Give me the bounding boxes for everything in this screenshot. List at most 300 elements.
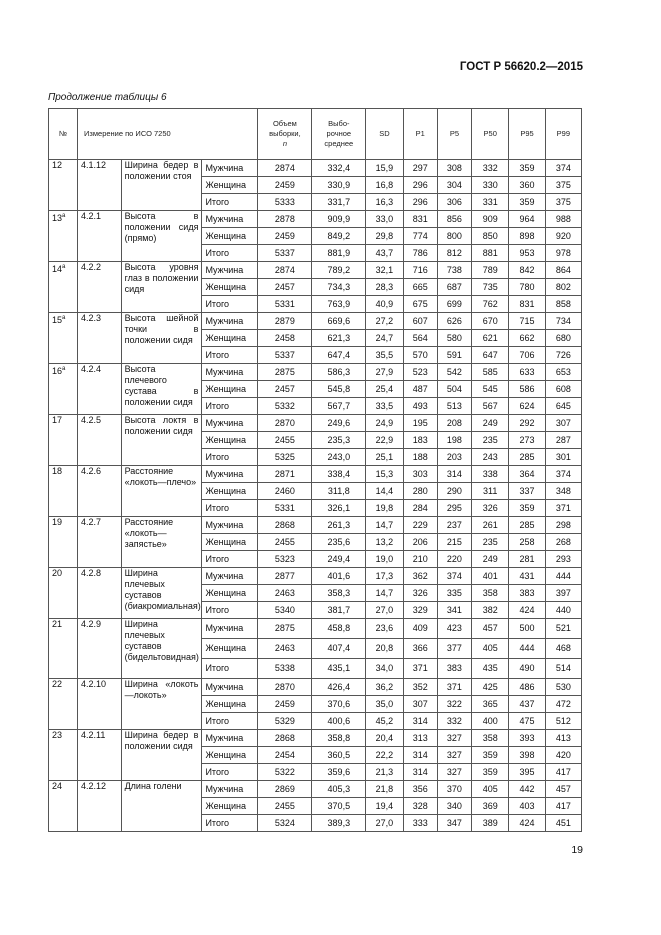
value-cell: 802 xyxy=(545,279,581,296)
value-cell: 953 xyxy=(509,245,545,262)
row-number: 16$^a$ xyxy=(49,364,78,415)
value-cell: 5337 xyxy=(258,245,312,262)
group-label: Женщина xyxy=(202,279,258,296)
group-label: Женщина xyxy=(202,798,258,815)
value-cell: 220 xyxy=(437,551,471,568)
value-cell: 662 xyxy=(509,330,545,347)
value-cell: 734,3 xyxy=(312,279,366,296)
value-cell: 964 xyxy=(509,211,545,228)
value-cell: 2455 xyxy=(258,432,312,449)
value-cell: 849,2 xyxy=(312,228,366,245)
value-cell: 359 xyxy=(509,194,545,211)
value-cell: 2870 xyxy=(258,415,312,432)
value-cell: 2454 xyxy=(258,747,312,764)
value-cell: 243,0 xyxy=(312,449,366,466)
col-p5: P5 xyxy=(437,109,471,160)
group-label: Мужчина xyxy=(202,160,258,177)
value-cell: 371 xyxy=(403,659,437,679)
table-row xyxy=(49,415,582,432)
value-cell: 706 xyxy=(509,347,545,364)
measurement-name: Ширина плечевых суставов (биакромиальная) xyxy=(121,568,202,619)
value-cell: 327 xyxy=(437,747,471,764)
col-p99: P99 xyxy=(545,109,581,160)
header-row xyxy=(49,109,582,160)
value-cell: 20,8 xyxy=(366,639,403,659)
value-cell: 332,4 xyxy=(312,160,366,177)
value-cell: 2869 xyxy=(258,781,312,798)
value-cell: 337 xyxy=(509,483,545,500)
group-label: Женщина xyxy=(202,747,258,764)
value-cell: 359 xyxy=(509,500,545,517)
group-label: Итого xyxy=(202,245,258,262)
iso-code: 4.2.4 xyxy=(78,364,122,415)
value-cell: 440 xyxy=(545,602,581,619)
value-cell: 33,5 xyxy=(366,398,403,415)
value-cell: 762 xyxy=(472,296,509,313)
group-label: Итого xyxy=(202,194,258,211)
value-cell: 327 xyxy=(437,764,471,781)
table-row xyxy=(49,313,582,330)
value-cell: 296 xyxy=(403,177,437,194)
value-cell: 2455 xyxy=(258,798,312,815)
value-cell: 398 xyxy=(509,747,545,764)
value-cell: 2459 xyxy=(258,177,312,194)
value-cell: 645 xyxy=(545,398,581,415)
value-cell: 424 xyxy=(509,602,545,619)
value-cell: 5322 xyxy=(258,764,312,781)
table-row xyxy=(49,679,582,696)
value-cell: 14,7 xyxy=(366,585,403,602)
col-p95: P95 xyxy=(509,109,545,160)
value-cell: 331 xyxy=(472,194,509,211)
value-cell: 326 xyxy=(403,585,437,602)
value-cell: 358,8 xyxy=(312,730,366,747)
value-cell: 607 xyxy=(403,313,437,330)
value-cell: 17,3 xyxy=(366,568,403,585)
value-cell: 413 xyxy=(545,730,581,747)
value-cell: 340 xyxy=(437,798,471,815)
value-cell: 621,3 xyxy=(312,330,366,347)
table-row xyxy=(49,466,582,483)
value-cell: 183 xyxy=(403,432,437,449)
value-cell: 909 xyxy=(472,211,509,228)
value-cell: 530 xyxy=(545,679,581,696)
group-label: Мужчина xyxy=(202,781,258,798)
table-row xyxy=(49,517,582,534)
value-cell: 314 xyxy=(403,713,437,730)
value-cell: 800 xyxy=(437,228,471,245)
value-cell: 898 xyxy=(509,228,545,245)
iso-code: 4.2.2 xyxy=(78,262,122,313)
value-cell: 5325 xyxy=(258,449,312,466)
value-cell: 831 xyxy=(403,211,437,228)
value-cell: 881,9 xyxy=(312,245,366,262)
value-cell: 2879 xyxy=(258,313,312,330)
value-cell: 545,8 xyxy=(312,381,366,398)
group-label: Итого xyxy=(202,347,258,364)
value-cell: 513 xyxy=(437,398,471,415)
value-cell: 235 xyxy=(472,534,509,551)
value-cell: 5331 xyxy=(258,500,312,517)
value-cell: 812 xyxy=(437,245,471,262)
value-cell: 358,3 xyxy=(312,585,366,602)
value-cell: 374 xyxy=(545,160,581,177)
value-cell: 726 xyxy=(545,347,581,364)
value-cell: 16,3 xyxy=(366,194,403,211)
value-cell: 21,8 xyxy=(366,781,403,798)
group-label: Женщина xyxy=(202,432,258,449)
value-cell: 330,9 xyxy=(312,177,366,194)
value-cell: 229 xyxy=(403,517,437,534)
value-cell: 35,5 xyxy=(366,347,403,364)
value-cell: 424 xyxy=(509,815,545,832)
value-cell: 585 xyxy=(472,364,509,381)
value-cell: 831 xyxy=(509,296,545,313)
iso-code: 4.2.11 xyxy=(78,730,122,781)
iso-code: 4.2.8 xyxy=(78,568,122,619)
value-cell: 734 xyxy=(545,313,581,330)
value-cell: 366 xyxy=(403,639,437,659)
value-cell: 545 xyxy=(472,381,509,398)
value-cell: 407,4 xyxy=(312,639,366,659)
value-cell: 374 xyxy=(437,568,471,585)
value-cell: 328 xyxy=(403,798,437,815)
group-label: Женщина xyxy=(202,177,258,194)
group-label: Женщина xyxy=(202,228,258,245)
value-cell: 292 xyxy=(509,415,545,432)
value-cell: 313 xyxy=(403,730,437,747)
value-cell: 5331 xyxy=(258,296,312,313)
value-cell: 332 xyxy=(437,713,471,730)
value-cell: 420 xyxy=(545,747,581,764)
value-cell: 2877 xyxy=(258,568,312,585)
measurement-name: Высота плечевого сустава в положении сидя xyxy=(121,364,202,415)
value-cell: 359 xyxy=(472,747,509,764)
value-cell: 2460 xyxy=(258,483,312,500)
value-cell: 382 xyxy=(472,602,509,619)
value-cell: 27,0 xyxy=(366,815,403,832)
row-number: 19 xyxy=(49,517,78,568)
value-cell: 23,6 xyxy=(366,619,403,639)
data-table xyxy=(48,108,582,832)
col-mean: Выбо- рочное среднее xyxy=(312,109,366,160)
value-cell: 699 xyxy=(437,296,471,313)
value-cell: 303 xyxy=(403,466,437,483)
group-label: Итого xyxy=(202,398,258,415)
value-cell: 341 xyxy=(437,602,471,619)
value-cell: 864 xyxy=(545,262,581,279)
value-cell: 493 xyxy=(403,398,437,415)
value-cell: 280 xyxy=(403,483,437,500)
value-cell: 203 xyxy=(437,449,471,466)
value-cell: 716 xyxy=(403,262,437,279)
value-cell: 444 xyxy=(509,639,545,659)
col-sd: SD xyxy=(366,109,403,160)
value-cell: 281 xyxy=(509,551,545,568)
value-cell: 988 xyxy=(545,211,581,228)
value-cell: 715 xyxy=(509,313,545,330)
value-cell: 514 xyxy=(545,659,581,679)
value-cell: 512 xyxy=(545,713,581,730)
value-cell: 364 xyxy=(509,466,545,483)
row-number: 18 xyxy=(49,466,78,517)
value-cell: 521 xyxy=(545,619,581,639)
table-row xyxy=(49,160,582,177)
value-cell: 33,0 xyxy=(366,211,403,228)
value-cell: 45,2 xyxy=(366,713,403,730)
value-cell: 389 xyxy=(472,815,509,832)
value-cell: 409 xyxy=(403,619,437,639)
value-cell: 383 xyxy=(509,585,545,602)
value-cell: 365 xyxy=(472,696,509,713)
group-label: Мужчина xyxy=(202,517,258,534)
value-cell: 786 xyxy=(403,245,437,262)
value-cell: 401 xyxy=(472,568,509,585)
group-label: Итого xyxy=(202,500,258,517)
value-cell: 293 xyxy=(545,551,581,568)
value-cell: 29,8 xyxy=(366,228,403,245)
value-cell: 235,3 xyxy=(312,432,366,449)
value-cell: 298 xyxy=(545,517,581,534)
value-cell: 586 xyxy=(509,381,545,398)
value-cell: 5323 xyxy=(258,551,312,568)
value-cell: 249 xyxy=(472,551,509,568)
value-cell: 2874 xyxy=(258,262,312,279)
value-cell: 360,5 xyxy=(312,747,366,764)
group-label: Итого xyxy=(202,659,258,679)
value-cell: 314 xyxy=(403,764,437,781)
value-cell: 188 xyxy=(403,449,437,466)
value-cell: 15,3 xyxy=(366,466,403,483)
value-cell: 28,3 xyxy=(366,279,403,296)
col-p1: P1 xyxy=(403,109,437,160)
group-label: Мужчина xyxy=(202,619,258,639)
value-cell: 425 xyxy=(472,679,509,696)
iso-code: 4.2.3 xyxy=(78,313,122,364)
value-cell: 437 xyxy=(509,696,545,713)
group-label: Итого xyxy=(202,815,258,832)
value-cell: 273 xyxy=(509,432,545,449)
value-cell: 920 xyxy=(545,228,581,245)
value-cell: 486 xyxy=(509,679,545,696)
value-cell: 352 xyxy=(403,679,437,696)
value-cell: 326 xyxy=(472,500,509,517)
value-cell: 665 xyxy=(403,279,437,296)
value-cell: 249,4 xyxy=(312,551,366,568)
group-label: Женщина xyxy=(202,696,258,713)
value-cell: 475 xyxy=(509,713,545,730)
value-cell: 370,5 xyxy=(312,798,366,815)
value-cell: 2458 xyxy=(258,330,312,347)
value-cell: 2871 xyxy=(258,466,312,483)
group-label: Итого xyxy=(202,551,258,568)
value-cell: 235,6 xyxy=(312,534,366,551)
group-label: Итого xyxy=(202,296,258,313)
value-cell: 405 xyxy=(472,639,509,659)
value-cell: 400 xyxy=(472,713,509,730)
value-cell: 500 xyxy=(509,619,545,639)
value-cell: 435,1 xyxy=(312,659,366,679)
value-cell: 335 xyxy=(437,585,471,602)
value-cell: 307 xyxy=(403,696,437,713)
group-label: Мужчина xyxy=(202,568,258,585)
group-label: Женщина xyxy=(202,330,258,347)
value-cell: 5337 xyxy=(258,347,312,364)
value-cell: 5338 xyxy=(258,659,312,679)
value-cell: 338 xyxy=(472,466,509,483)
value-cell: 647,4 xyxy=(312,347,366,364)
value-cell: 389,3 xyxy=(312,815,366,832)
table-row xyxy=(49,211,582,228)
group-label: Женщина xyxy=(202,483,258,500)
value-cell: 333 xyxy=(403,815,437,832)
table-row xyxy=(49,619,582,639)
value-cell: 27,9 xyxy=(366,364,403,381)
group-label: Мужчина xyxy=(202,262,258,279)
value-cell: 290 xyxy=(437,483,471,500)
value-cell: 570 xyxy=(403,347,437,364)
value-cell: 358 xyxy=(472,585,509,602)
value-cell: 306 xyxy=(437,194,471,211)
group-label: Итого xyxy=(202,602,258,619)
value-cell: 21,3 xyxy=(366,764,403,781)
value-cell: 2868 xyxy=(258,517,312,534)
value-cell: 2875 xyxy=(258,364,312,381)
value-cell: 2875 xyxy=(258,619,312,639)
value-cell: 2459 xyxy=(258,696,312,713)
value-cell: 261 xyxy=(472,517,509,534)
value-cell: 296 xyxy=(403,194,437,211)
value-cell: 763,9 xyxy=(312,296,366,313)
measurement-name: Высота локтя в положении сидя xyxy=(121,415,202,466)
value-cell: 523 xyxy=(403,364,437,381)
value-cell: 426,4 xyxy=(312,679,366,696)
value-cell: 680 xyxy=(545,330,581,347)
row-number: 20 xyxy=(49,568,78,619)
value-cell: 332 xyxy=(472,160,509,177)
group-label: Женщина xyxy=(202,381,258,398)
value-cell: 359 xyxy=(472,764,509,781)
value-cell: 25,1 xyxy=(366,449,403,466)
value-cell: 401,6 xyxy=(312,568,366,585)
value-cell: 580 xyxy=(437,330,471,347)
value-cell: 369 xyxy=(472,798,509,815)
group-label: Мужчина xyxy=(202,730,258,747)
measurement-name: Ширина «локоть—локоть» xyxy=(121,679,202,730)
value-cell: 14,4 xyxy=(366,483,403,500)
value-cell: 338,4 xyxy=(312,466,366,483)
value-cell: 2457 xyxy=(258,279,312,296)
value-cell: 504 xyxy=(437,381,471,398)
value-cell: 362 xyxy=(403,568,437,585)
group-label: Итого xyxy=(202,764,258,781)
group-label: Мужчина xyxy=(202,313,258,330)
value-cell: 2868 xyxy=(258,730,312,747)
value-cell: 393 xyxy=(509,730,545,747)
value-cell: 403 xyxy=(509,798,545,815)
measurement-name: Расстояние «локоть—плечо» xyxy=(121,466,202,517)
value-cell: 35,0 xyxy=(366,696,403,713)
value-cell: 586,3 xyxy=(312,364,366,381)
row-number: 17 xyxy=(49,415,78,466)
value-cell: 198 xyxy=(437,432,471,449)
value-cell: 330 xyxy=(472,177,509,194)
value-cell: 591 xyxy=(437,347,471,364)
value-cell: 210 xyxy=(403,551,437,568)
value-cell: 15,9 xyxy=(366,160,403,177)
value-cell: 215 xyxy=(437,534,471,551)
value-cell: 2463 xyxy=(258,639,312,659)
value-cell: 206 xyxy=(403,534,437,551)
value-cell: 2870 xyxy=(258,679,312,696)
value-cell: 5332 xyxy=(258,398,312,415)
group-label: Женщина xyxy=(202,585,258,602)
group-label: Мужчина xyxy=(202,679,258,696)
value-cell: 417 xyxy=(545,798,581,815)
value-cell: 360 xyxy=(509,177,545,194)
row-number: 14$^a$ xyxy=(49,262,78,313)
value-cell: 738 xyxy=(437,262,471,279)
value-cell: 850 xyxy=(472,228,509,245)
value-cell: 249 xyxy=(472,415,509,432)
value-cell: 735 xyxy=(472,279,509,296)
value-cell: 457 xyxy=(472,619,509,639)
value-cell: 285 xyxy=(509,517,545,534)
value-cell: 24,7 xyxy=(366,330,403,347)
value-cell: 395 xyxy=(509,764,545,781)
value-cell: 16,8 xyxy=(366,177,403,194)
value-cell: 909,9 xyxy=(312,211,366,228)
value-cell: 27,0 xyxy=(366,602,403,619)
row-number: 21 xyxy=(49,619,78,679)
row-number: 15$^a$ xyxy=(49,313,78,364)
value-cell: 356 xyxy=(403,781,437,798)
value-cell: 5324 xyxy=(258,815,312,832)
col-p50: P50 xyxy=(472,109,509,160)
group-label: Мужчина xyxy=(202,211,258,228)
measurement-name: Высота шейной точки в положении сидя xyxy=(121,313,202,364)
value-cell: 624 xyxy=(509,398,545,415)
value-cell: 314 xyxy=(403,747,437,764)
value-cell: 567,7 xyxy=(312,398,366,415)
value-cell: 647 xyxy=(472,347,509,364)
iso-code: 4.2.9 xyxy=(78,619,122,679)
value-cell: 423 xyxy=(437,619,471,639)
value-cell: 858 xyxy=(545,296,581,313)
value-cell: 27,2 xyxy=(366,313,403,330)
value-cell: 258 xyxy=(509,534,545,551)
value-cell: 308 xyxy=(437,160,471,177)
value-cell: 621 xyxy=(472,330,509,347)
value-cell: 5340 xyxy=(258,602,312,619)
iso-code: 4.1.12 xyxy=(78,160,122,211)
value-cell: 375 xyxy=(545,177,581,194)
value-cell: 43,7 xyxy=(366,245,403,262)
row-number: 13$^a$ xyxy=(49,211,78,262)
value-cell: 653 xyxy=(545,364,581,381)
value-cell: 381,7 xyxy=(312,602,366,619)
value-cell: 789,2 xyxy=(312,262,366,279)
value-cell: 564 xyxy=(403,330,437,347)
value-cell: 34,0 xyxy=(366,659,403,679)
value-cell: 397 xyxy=(545,585,581,602)
value-cell: 472 xyxy=(545,696,581,713)
value-cell: 608 xyxy=(545,381,581,398)
value-cell: 626 xyxy=(437,313,471,330)
group-label: Итого xyxy=(202,449,258,466)
value-cell: 370 xyxy=(437,781,471,798)
table-row xyxy=(49,262,582,279)
